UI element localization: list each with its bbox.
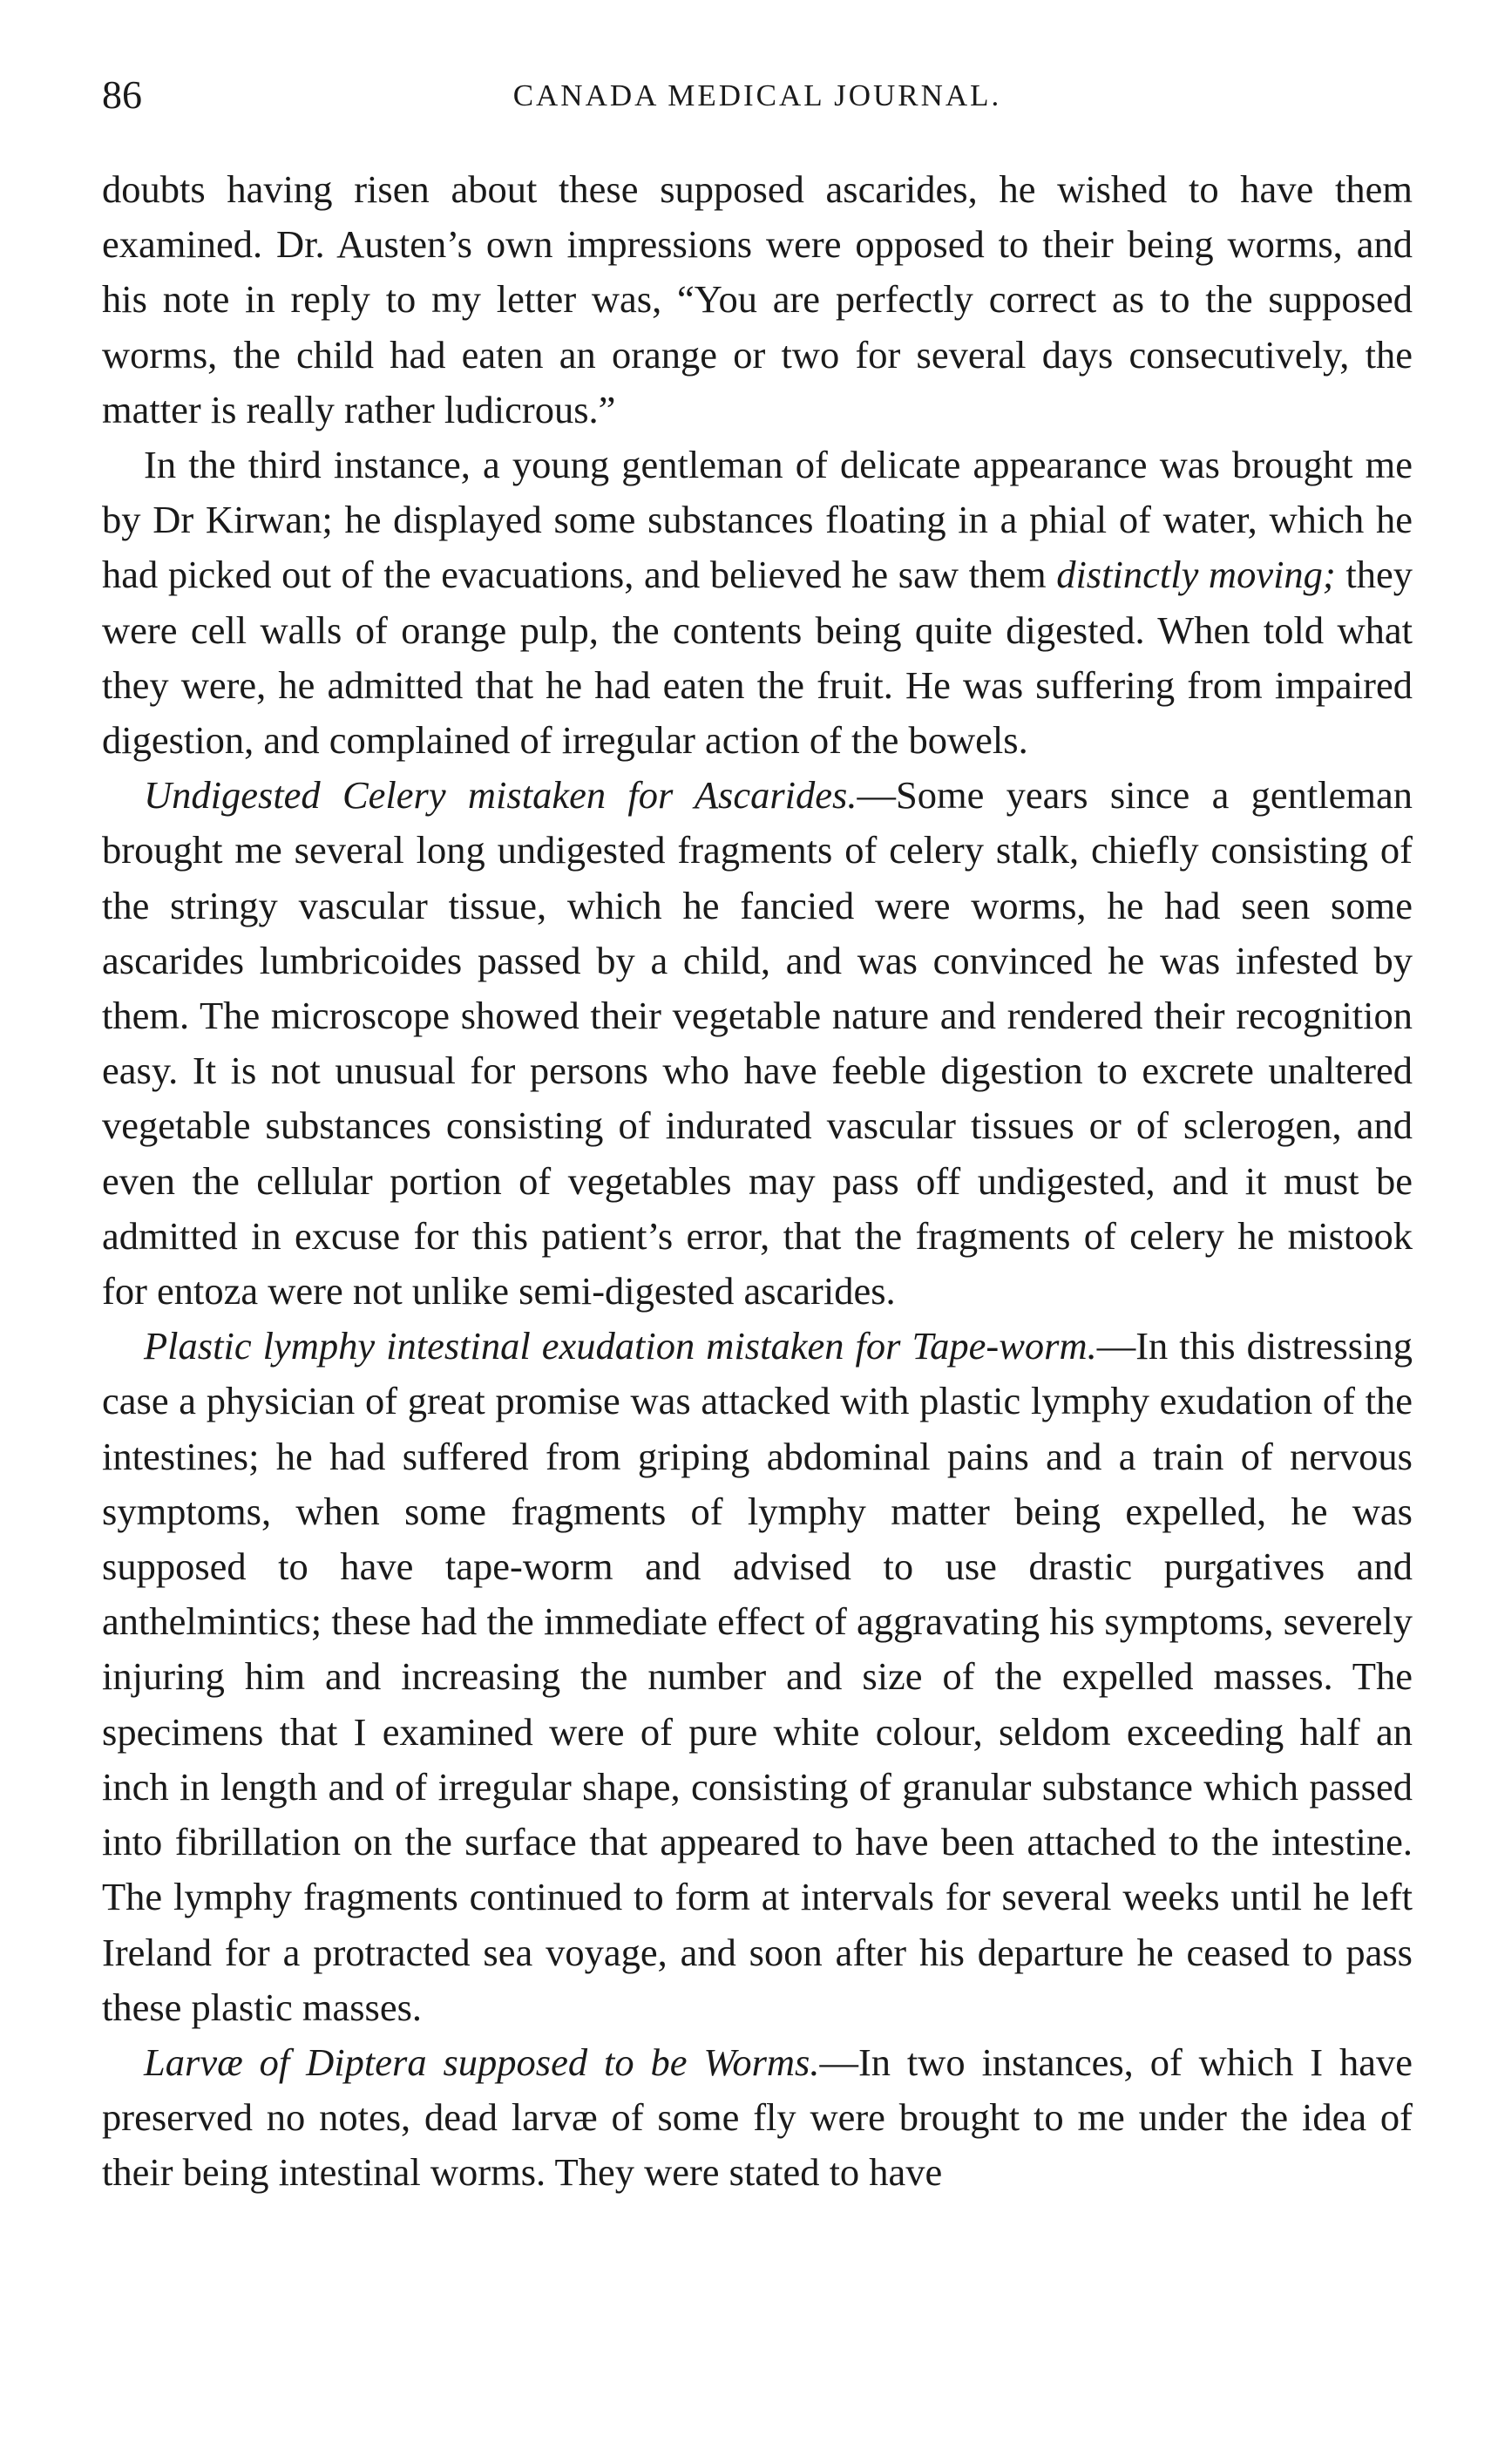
paragraph-larvae bbox=[102, 2035, 1413, 2201]
paragraph-continued bbox=[102, 162, 1413, 438]
paragraph-text-after: they were cell walls of orange pulp, the contents being quite digested. When told what they were, he admitted that he had eaten the fruit. He was suffering from impaired digestion, and complained of irregular action of the bowels. bbox=[102, 553, 1413, 763]
page-number: 86 bbox=[102, 72, 142, 117]
paragraph-third-instance bbox=[102, 438, 1413, 768]
paragraph-text: doubts having risen about these supposed ascarides, he wished to have them examined. Dr. Austen’s own impressions were opposed to their being worms, and his note in reply to my letter was, “You are perfectly correct as to the supposed worms, the child had eaten an orange or two for several days consecutively, the matter is really rather ludicrous.” bbox=[102, 167, 1413, 431]
paragraph-celery bbox=[102, 768, 1413, 1319]
paragraph-text-before: In the third instance, a young gentleman of delicate appearance was brought me by Dr Kirwan; he displayed some substances floating in a phial of water, which he had picked out of the evacuations, and believed he saw them bbox=[102, 443, 1413, 597]
section-heading-larvae: Larvæ of Diptera supposed to be Worms. bbox=[144, 2040, 820, 2084]
paragraph-text: —Some years since a gentleman brought me several long undigested fragments of celery stalk, chiefly consisting of the stringy vascular tissue, which he fancied were worms, he had seen some ascarides lumbricoides passed by a child, and was convinced he was infested by them. The microscope showed their vegetable nature and rendered their recognition easy. It is not unusual for persons who have feeble digestion to excrete unaltered vegetable substances consisting of indurated vascular tissues or of sclerogen, and even the cellular portion of vegetables may pass off undigested, and it must be admitted in excuse for this patient’s error, that the fragments of celery he mistook for entoza were not unlike semi-digested ascarides. bbox=[102, 773, 1413, 1313]
section-heading-celery: Undigested Celery mistaken for Ascarides. bbox=[144, 773, 857, 818]
page-header bbox=[102, 52, 1413, 122]
paragraph-plastic-lymphy bbox=[102, 1319, 1413, 2035]
running-head: CANADA MEDICAL JOURNAL. bbox=[512, 78, 1002, 112]
paragraph-text: —In two instances, of which I have preserved no notes, dead larvæ of some fly were brought to me under the idea of their being intestinal worms. They were stated to have bbox=[102, 2040, 1413, 2195]
paragraph-text: —In this distressing case a physician of great promise was attacked with plastic lymphy exudation of the intestines; he had suffered from griping abdominal pains and a train of nervous symptoms, when some fragments of lymphy matter being expelled, he was supposed to have tape-worm and advised to use drastic purgatives and anthelmintics; these had the immediate effect of aggravating his symptoms, severely injuring him and increasing the number and size of the expelled masses. The specimens that I examined were of pure white colour, seldom exceeding half an inch in length and of irregular shape, consisting of granular substance which passed into fibrillation on the surface that appeared to have been attached to the intestine. The lymphy fragments continued to form at intervals for several weeks until he left Ireland for a protracted sea voyage, and soon after his departure he ceased to pass these plastic masses. bbox=[102, 1324, 1413, 2029]
article-body bbox=[102, 162, 1413, 2201]
section-heading-plastic-lymphy: Plastic lymphy intestinal exudation mistaken for Tape-worm. bbox=[144, 1324, 1097, 1368]
emphasis-distinctly-moving: distinctly moving; bbox=[1056, 553, 1336, 597]
